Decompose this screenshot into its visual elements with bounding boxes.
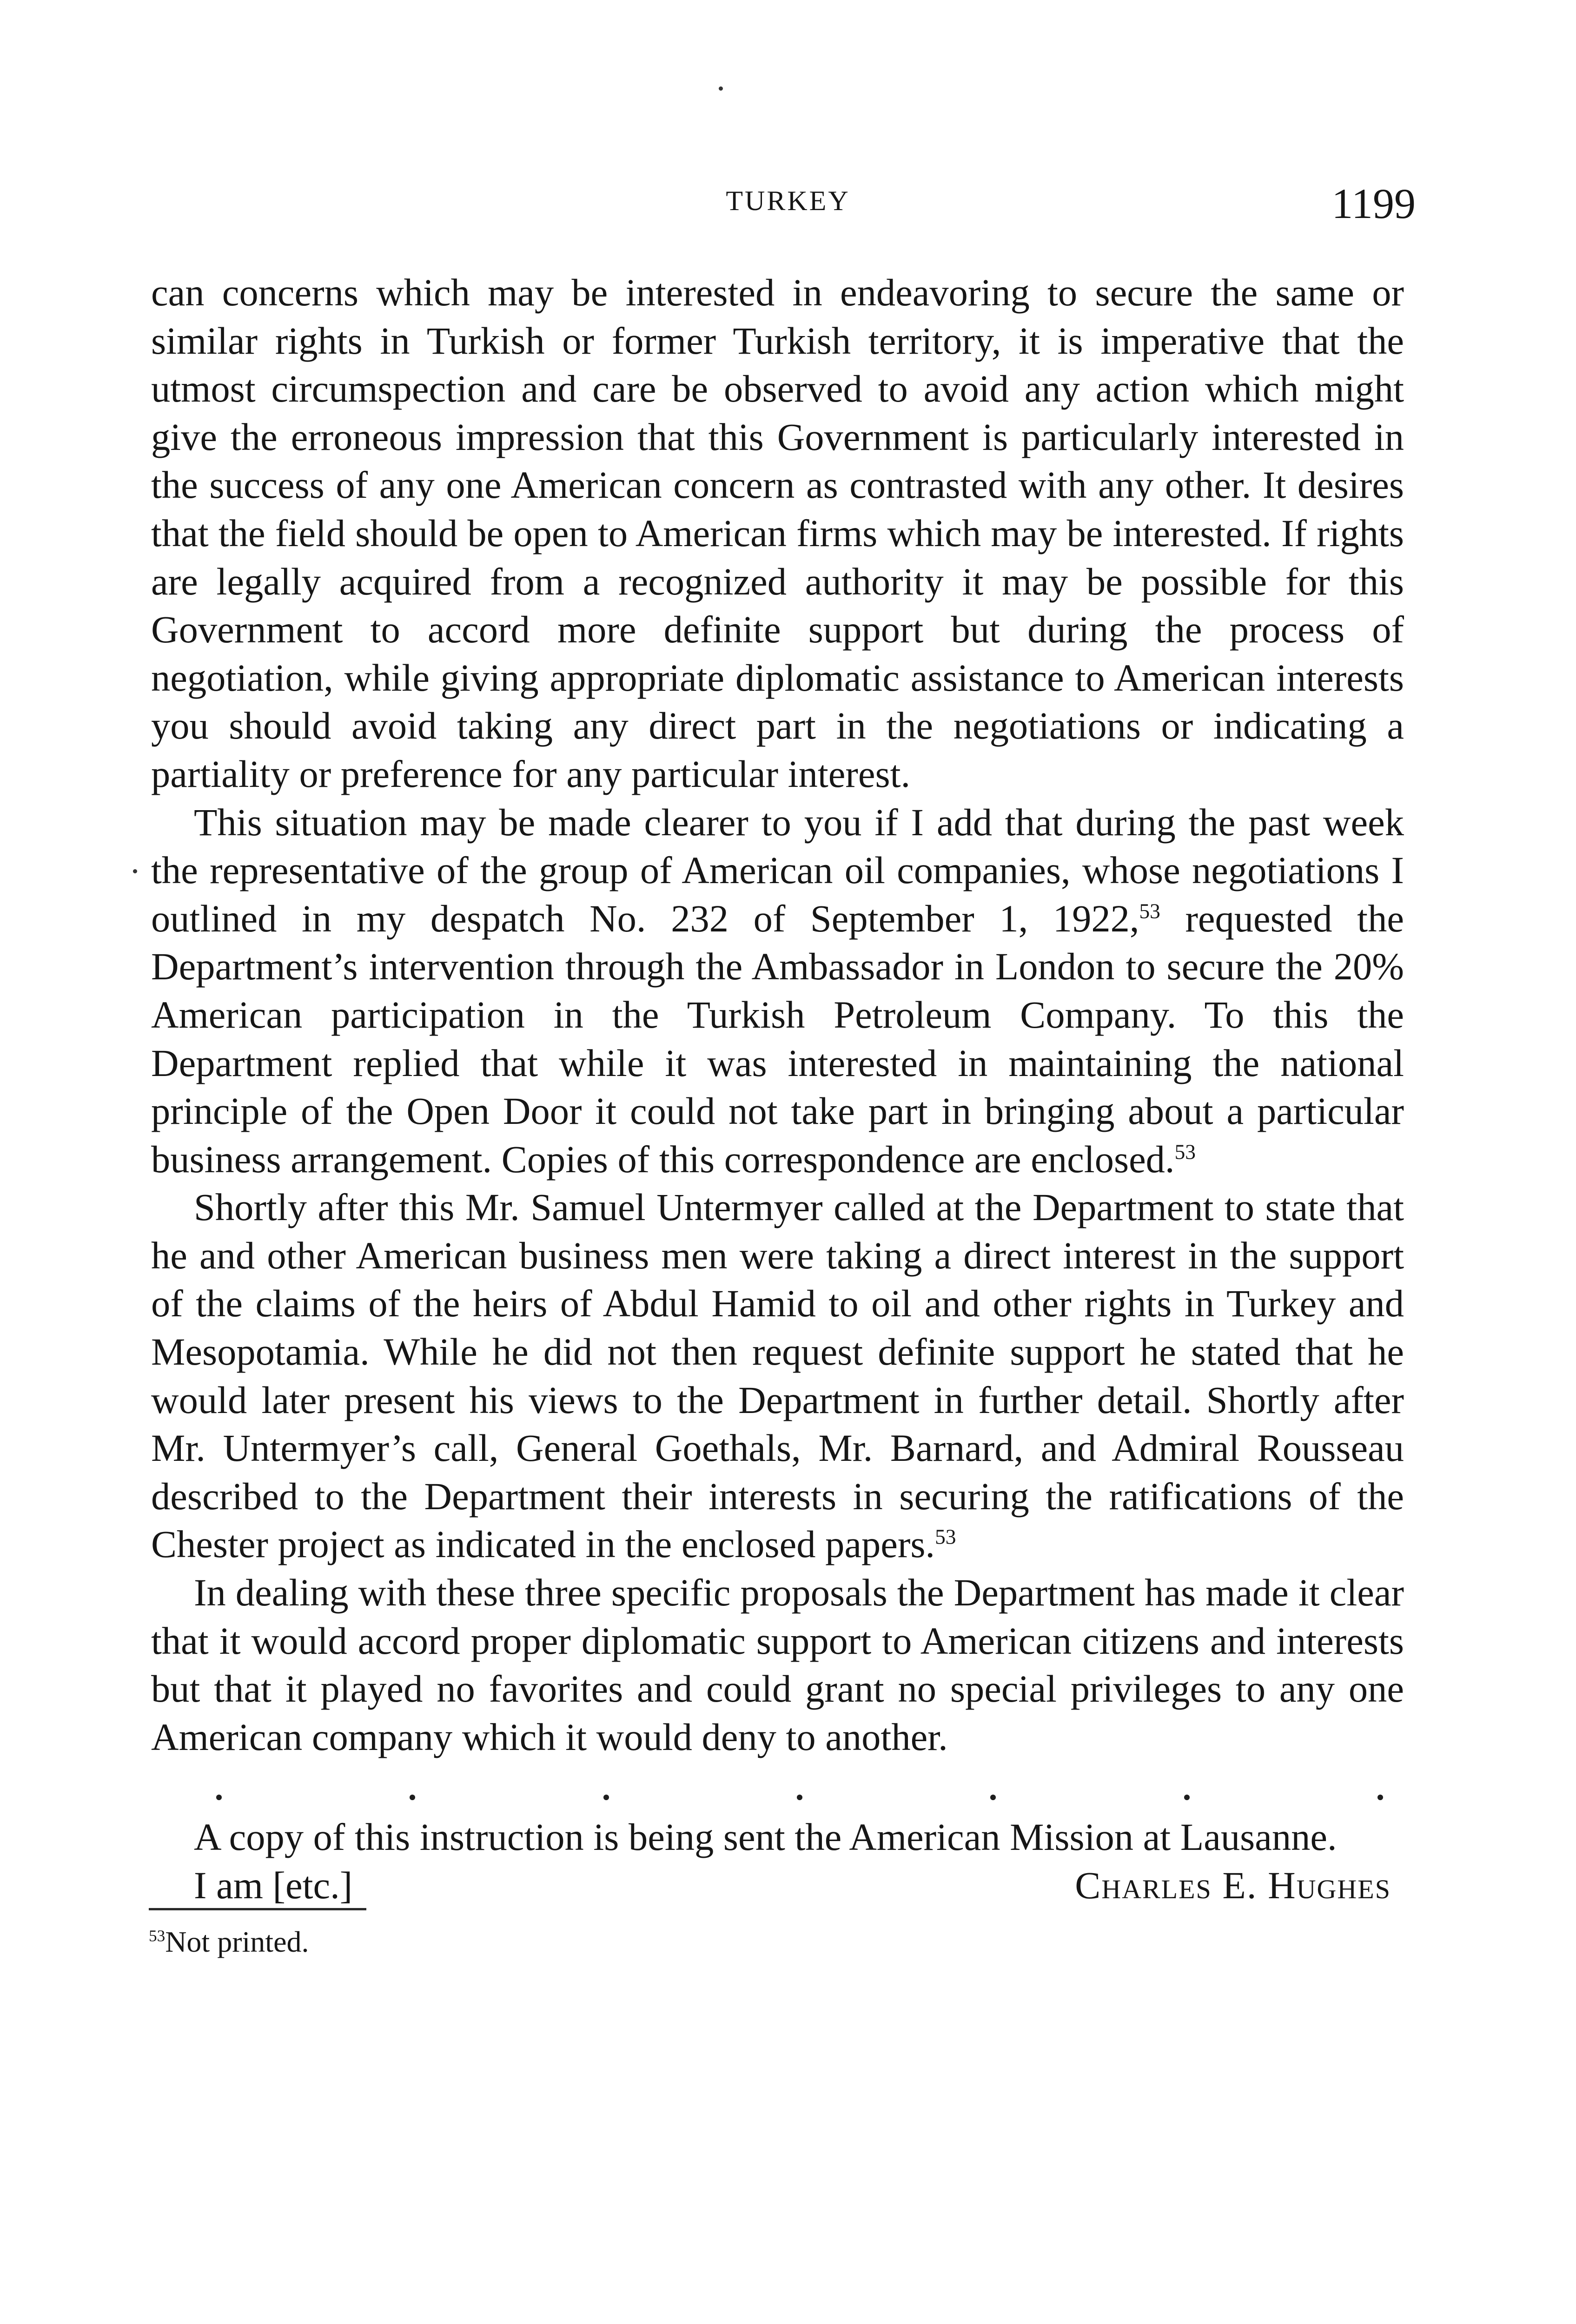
body-text: [151, 269, 1404, 1910]
footnote: [149, 1927, 309, 1957]
ellipsis-dot: [990, 1795, 996, 1800]
paragraph-text: Shortly after this Mr. Samuel Untermyer called at the Department to state that he and other American business men were taking a direct interest in the support of the claims of the heirs of Abdul Hamid to oil and other rights in Turkey and Mesopotamia. While he did not then request definite support he stated that he would later present his views to the Department in further detail. Shortly after Mr. Untermyer’s call, General Goethals, Mr. Barnard, and Admiral Rousseau described to the Department their interests in securing the ratifications of the Chester project as indicated in the enclosed papers.: [151, 1186, 1404, 1566]
footnote-reference: 53: [1174, 1140, 1196, 1164]
ellipsis-dot: [216, 1795, 222, 1800]
omission-ellipsis: [216, 1783, 1383, 1811]
ellipsis-dot: [603, 1795, 609, 1800]
paragraph-text: requested the Department’s intervention through the Ambassador in London to secure the 20% American participation in the Turkish Petroleum Company. To this the Department replied that while it was interested in maintaining the national principle of the Open Door it could not take part in bringing about a particular business arrangement. Copies of this correspondence are enclosed.: [151, 897, 1404, 1181]
complimentary-close: I am [etc.]: [194, 1864, 353, 1907]
paragraph-text: This situation may be made clearer to you if I add that during the past week the representative of the group of American oil companies, whose negotiations I outlined in my despatch No. 232 of September 1, 1922,: [151, 800, 1404, 940]
paragraph-continued: can concerns which may be interested in endeavoring to secure the same or similar rights in Turkish or former Turkish territory, it is imperative that the utmost circumspection and care be observed to avoid any action which might give the erroneous impression that this Government is particularly interested in the success of any one American concern as contrasted with any other. It desires that the field should be open to American firms which may be interested. If rights are legally acquired from a recognized authority it may be possible for this Government to accord more definite support but during the process of negotiation, while giving appropriate diplomatic assistance to American interests you should avoid taking any direct part in the negotiations or indicating a partiality or preference for any particular interest.: [151, 271, 1404, 795]
paragraph-untermyer: [151, 1183, 1404, 1569]
footnote-reference: 53: [1139, 899, 1160, 923]
footnote-text: Not printed.: [165, 1925, 309, 1958]
ellipsis-dot: [797, 1795, 802, 1800]
running-header: TURKEY: [726, 185, 850, 216]
paragraph-oil-companies: [151, 799, 1404, 1184]
ellipsis-dot: [1377, 1795, 1383, 1800]
paragraph-specific-proposals: In dealing with these three specific proposals the Department has made it clear that it would accord proper diplomatic support to American citizens and interests but that it played no favorites and could grant no special privileges to any one American company which it would deny to another.: [151, 1571, 1404, 1758]
page-number: 1199: [1331, 180, 1416, 227]
ellipsis-dot: [410, 1795, 415, 1800]
footnote-rule: [149, 1908, 366, 1910]
closing-line: [151, 1862, 1404, 1910]
signature: Charles E. Hughes: [1075, 1864, 1391, 1907]
footnote-reference: 53: [935, 1525, 956, 1549]
ellipsis-dot: [1184, 1795, 1190, 1800]
paragraph-lausanne-copy: A copy of this instruction is being sent the American Mission at Lausanne.: [194, 1816, 1337, 1859]
print-speck: [719, 86, 723, 91]
print-speck: [133, 869, 137, 873]
footnote-marker: 53: [149, 1927, 166, 1945]
